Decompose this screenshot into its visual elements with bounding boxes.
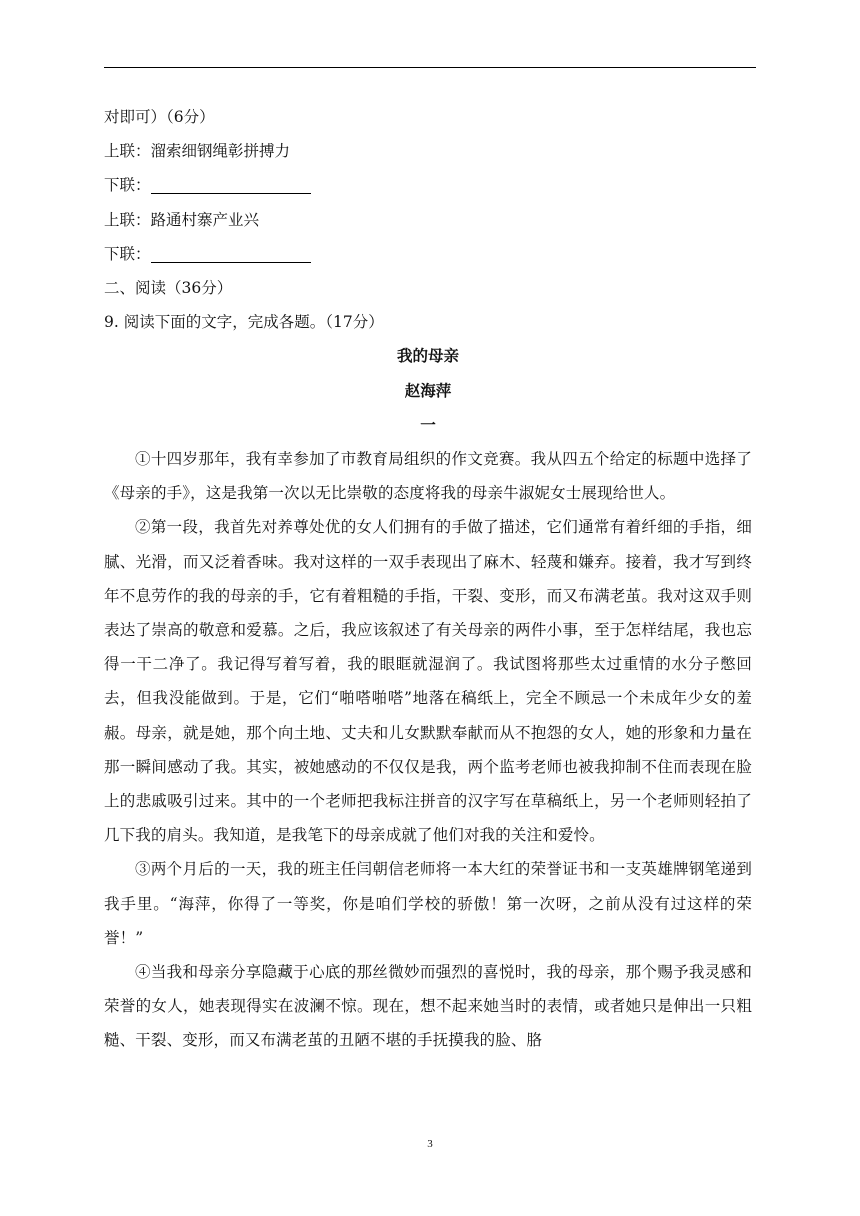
couplet-lower-2 (104, 237, 752, 271)
couplet-lower-1 (104, 168, 752, 202)
header-rule (104, 67, 756, 68)
paragraph-1: ①十四岁那年，我有幸参加了市教育局组织的作文竞赛。我从四五个给定的标题中选择了《母亲的手》，这是我第一次以无比崇敬的态度将我的母亲牛淑妮女士展现给世人。 (104, 450, 752, 503)
paragraph-4: ④当我和母亲分享隐藏于心底的那丝微妙而强烈的喜悦时，我的母亲，那个赐予我灵感和荣誉的女人，她表现得实在波澜不惊。现在，想不起来她当时的表情，或者她只是伸出一只粗糙、干裂、变形，而又布满老茧的丑陋不堪的手抚摸我的脸、胳 (104, 963, 752, 1050)
answer-blank-1[interactable] (151, 173, 311, 194)
couplet-upper-2: 上联：路通村寨产业兴 (104, 210, 260, 229)
paragraph-3: ③两个月后的一天，我的班主任闫朝信老师将一本大红的荣誉证书和一支英雄牌钢笔递到我手里。“海萍，你得了一等奖，你是咱们学校的骄傲！第一次呀，之前从没有过这样的荣誉！” (104, 860, 752, 947)
answer-blank-2[interactable] (151, 242, 311, 263)
page-body (104, 100, 752, 1058)
question-9: 9. 阅读下面的文字，完成各题。（17分） (104, 313, 384, 332)
article-title: 我的母亲 (396, 346, 459, 366)
couplet-lower-1-label: 下联： (104, 176, 151, 195)
couplet-lower-2-label: 下联： (104, 244, 151, 263)
section-heading: 二、阅读（36分） (104, 279, 233, 298)
couplet-upper-1: 上联：溜索细钢绳彰拼搏力 (104, 142, 291, 161)
paragraph-2: ②第一段，我首先对养尊处优的女人们拥有的手做了描述，它们通常有着纤细的手指，细腻、光滑，而又泛着香味。我对这样的一双手表现出了麻木、轻蔑和嫌弃。接着，我才写到终年不息劳作的我的母亲的手，它有着粗糙的手指，干裂、变形，而又布满老茧。我对这双手则表达了崇高的敬意和爱慕。之后，我应该叙述了有关母亲的两件小事，至于怎样结尾，我也忘得一干二净了。我记得写着写着，我的眼眶就湿润了。我试图将那些太过重情的水分子憋回去，但我没能做到。于是，它们“啪嗒啪嗒”地落在稿纸上，完全不顾忌一个未成年少女的羞赧。母亲，就是她，那个向土地、丈夫和儿女默默奉献而从不抱怨的女人，她的形象和力量在那一瞬间感动了我。其实，被她感动的不仅仅是我，两个监考老师也被我抑制不住而表现在脸上的悲戚吸引过来。其中的一个老师把我标注拼音的汉字写在草稿纸上，另一个老师则轻拍了几下我的肩头。我知道，是我笔下的母亲成就了他们对我的关注和爱怜。 (104, 518, 752, 845)
page-number: 3 (427, 1138, 433, 1150)
article-author: 赵海萍 (404, 380, 452, 400)
article-part: 一 (420, 414, 436, 434)
instruction-tail: 对即可）（6分） (104, 108, 215, 126)
